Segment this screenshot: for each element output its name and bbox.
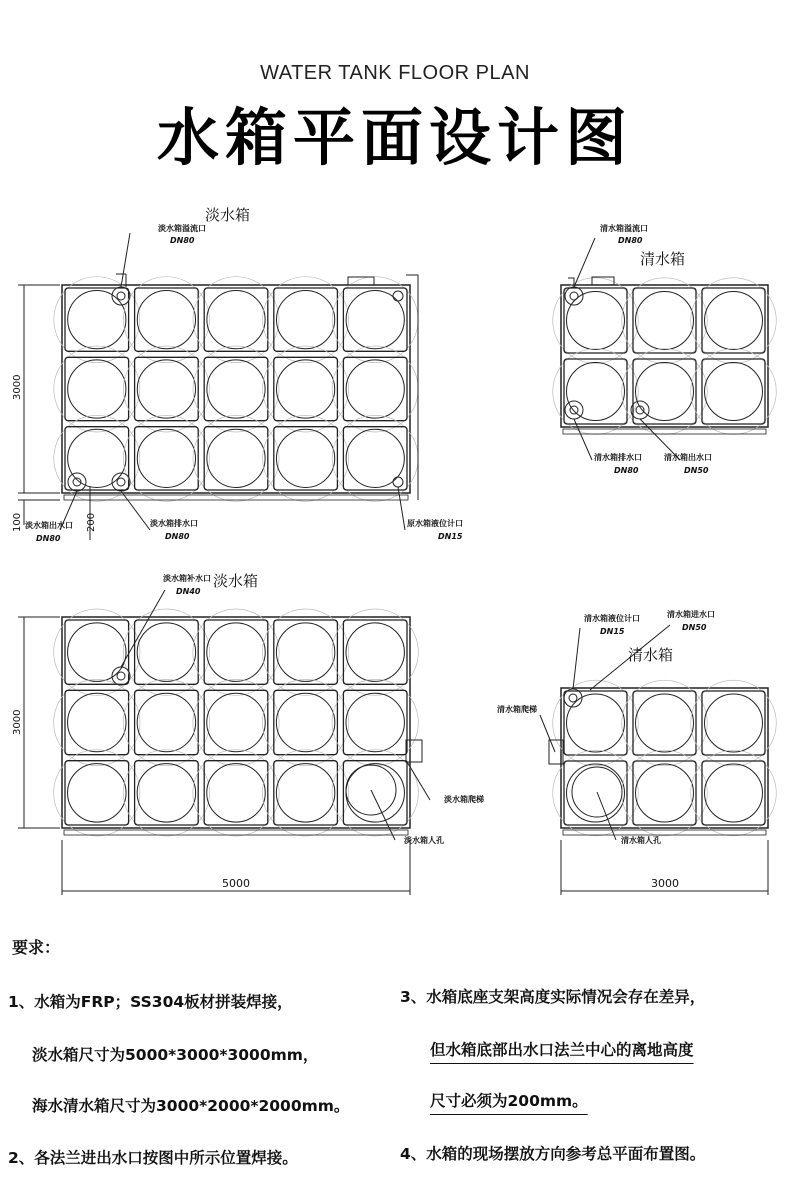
panel-circle	[137, 360, 195, 418]
panel-frame	[65, 761, 129, 825]
panel-outer-circle	[332, 609, 418, 695]
plan2-drain-label: 清水箱排水口	[594, 453, 642, 462]
panel-frame	[702, 288, 765, 353]
panel-outer-circle	[123, 750, 209, 836]
panel-outer-circle	[123, 277, 209, 363]
plan3-tank-outline	[62, 617, 410, 828]
panel-circle	[276, 291, 334, 349]
panel-circle	[68, 360, 126, 418]
panel-frame	[274, 357, 338, 420]
plan3-manhole-label: 淡水箱人孔	[404, 836, 444, 845]
flange-level-plan1	[393, 291, 403, 487]
panel-circle	[705, 292, 763, 350]
tank-grids	[54, 277, 777, 836]
panel-frame	[343, 427, 407, 490]
panel-circle	[207, 623, 265, 681]
panel-circle	[636, 363, 694, 421]
panel-outer-circle	[123, 346, 209, 432]
panel-outer-circle	[193, 415, 279, 501]
panel-outer-circle	[622, 349, 708, 435]
panel-outer-circle	[54, 679, 140, 765]
plan3-dim-width: 5000	[222, 877, 250, 890]
panel-circle	[207, 429, 265, 487]
panel-frame	[564, 288, 627, 353]
panel-circle	[346, 291, 404, 349]
plan4-name: 清水箱	[628, 646, 674, 664]
panel-circle	[68, 429, 126, 487]
panel-circle	[276, 360, 334, 418]
panel-outer-circle	[332, 679, 418, 765]
panel-circle	[346, 623, 404, 681]
plan1-dim-height: 3000	[12, 374, 23, 400]
panel-frame	[274, 690, 338, 754]
panel-outer-circle	[553, 349, 639, 435]
panel-circle	[68, 291, 126, 349]
panel-circle	[68, 693, 126, 751]
panel-frame	[135, 620, 199, 684]
panel-circle	[346, 360, 404, 418]
panel-circle	[636, 764, 694, 822]
panel-frame	[702, 691, 765, 755]
panel-frame	[204, 620, 268, 684]
plan4-tank-grid	[553, 680, 777, 836]
panel-circle	[68, 764, 126, 822]
panel-circle	[137, 429, 195, 487]
plan4-dim-width: 3000	[651, 877, 679, 890]
panel-frame	[204, 427, 268, 490]
requirement-4: 4、水箱的现场摆放方向参考总平面布置图。	[400, 1145, 706, 1163]
ladder-plan3	[406, 740, 422, 762]
panel-outer-circle	[262, 750, 348, 836]
plan2-outlet-label: 清水箱出水口	[664, 453, 712, 462]
panel-frame	[343, 620, 407, 684]
panel-frame	[702, 761, 765, 825]
plan2-tank-outline	[561, 285, 768, 427]
plan3-tank-grid	[54, 609, 419, 836]
panel-frame	[135, 690, 199, 754]
plan1-base-rail	[64, 495, 408, 500]
plan4-base-rail	[563, 830, 766, 835]
panel-circle	[636, 292, 694, 350]
level-pipe-plan1	[406, 275, 418, 500]
diagram-title: 水箱平面设计图	[156, 101, 633, 174]
panel-circle	[207, 360, 265, 418]
plan4-level-dn: DN15	[600, 627, 625, 636]
panel-frame	[343, 690, 407, 754]
dim-small-plan1-line	[18, 486, 90, 540]
plan3-dim-height: 3000	[12, 709, 23, 735]
panel-outer-circle	[691, 278, 777, 364]
plan2-drain-dn: DN80	[614, 466, 639, 475]
panel-circle	[207, 764, 265, 822]
panel-outer-circle	[193, 277, 279, 363]
panel-outer-circle	[332, 346, 418, 432]
panel-circle	[346, 429, 404, 487]
panel-outer-circle	[193, 609, 279, 695]
panel-outer-circle	[123, 609, 209, 695]
panel-frame	[633, 288, 696, 353]
plan4-tank-outline	[561, 688, 768, 828]
panel-frame	[204, 357, 268, 420]
panel-outer-circle	[691, 750, 777, 836]
pipe-fittings	[68, 274, 649, 817]
diagram-subtitle: WATER TANK FLOOR PLAN	[260, 62, 530, 84]
panel-outer-circle	[123, 679, 209, 765]
panel-outer-circle	[691, 349, 777, 435]
plan1-level-dn: DN15	[438, 532, 463, 541]
plan2-overflow-dn: DN80	[618, 236, 643, 245]
requirement-1-line-1: 1、水箱为FRP；SS304板材拼装焊接，	[8, 993, 293, 1011]
flange-drain-plan2	[565, 401, 583, 419]
panel-outer-circle	[691, 680, 777, 766]
panel-frame	[702, 359, 765, 424]
panel-circle	[276, 623, 334, 681]
plan3-base-rail	[64, 830, 408, 835]
panel-circle	[207, 693, 265, 751]
panel-frame	[65, 357, 129, 420]
panel-outer-circle	[263, 277, 349, 363]
panel-outer-circle	[263, 346, 349, 432]
panel-frame	[633, 691, 696, 755]
panel-circle	[207, 291, 265, 349]
flange-outlet-plan1	[68, 473, 86, 491]
panel-circle	[567, 764, 625, 822]
panel-outer-circle	[193, 679, 279, 765]
panel-circle	[137, 623, 195, 681]
panel-outer-circle	[193, 750, 279, 836]
panel-circle	[567, 694, 625, 752]
plan4-manhole-label: 清水箱人孔	[621, 836, 661, 845]
plan1-level-label: 原水箱液位计口	[407, 519, 463, 528]
panel-outer-circle	[262, 679, 348, 765]
panel-frame	[204, 690, 268, 754]
plan3-ladder-label: 淡水箱爬梯	[444, 795, 484, 804]
plan1-overflow-dn: DN80	[170, 236, 195, 245]
panel-frame	[343, 761, 407, 825]
plan2-name: 清水箱	[640, 250, 686, 268]
requirement-2: 2、各法兰进出水口按图中所示位置焊接。	[8, 1149, 298, 1167]
flange-drain-plan1	[112, 473, 130, 491]
panel-outer-circle	[193, 346, 279, 432]
panel-circle	[276, 764, 334, 822]
panel-circle	[137, 291, 195, 349]
flange-overflow-plan1	[112, 287, 130, 305]
plan1-tank-outline	[62, 285, 410, 493]
panel-outer-circle	[263, 415, 349, 501]
plan3-inlet-label: 淡水箱补水口	[163, 574, 211, 583]
panel-outer-circle	[332, 277, 418, 363]
plan1-name: 淡水箱	[205, 206, 251, 224]
plan2-tank-grid	[553, 278, 777, 435]
plan2-outlet-dn: DN50	[684, 466, 709, 475]
panel-circle	[705, 694, 763, 752]
panel-circle	[705, 764, 763, 822]
plan2-overflow-label: 清水箱溢流口	[600, 224, 648, 233]
panel-frame	[65, 288, 129, 351]
panel-outer-circle	[332, 750, 418, 836]
panel-outer-circle	[553, 278, 639, 364]
panel-circle	[636, 694, 694, 752]
panel-circle	[346, 693, 404, 751]
panel-outer-circle	[622, 278, 708, 364]
panel-outer-circle	[54, 750, 140, 836]
plan1-dim-small2: 200	[86, 512, 97, 532]
panel-circle	[705, 363, 763, 421]
panel-circle	[567, 363, 625, 421]
requirement-3-line-1: 3、水箱底座支架高度实际情况会存在差异，	[400, 988, 706, 1006]
plan1-outlet-dn: DN80	[36, 534, 61, 543]
panel-frame	[135, 288, 199, 351]
panel-frame	[204, 761, 268, 825]
panel-frame	[274, 427, 338, 490]
panel-outer-circle	[622, 680, 708, 766]
panel-frame	[633, 359, 696, 424]
requirement-3-line-3: 尺寸必须为200mm。	[430, 1092, 588, 1110]
plan1-drain-label: 淡水箱排水口	[150, 519, 198, 528]
panel-frame	[135, 761, 199, 825]
dimension-lines	[18, 233, 768, 895]
plan3-inlet-dn: DN40	[176, 587, 201, 596]
panel-frame	[274, 761, 338, 825]
panel-frame	[204, 288, 268, 351]
panel-frame	[564, 761, 627, 825]
requirement-1-line-3: 海水清水箱尺寸为3000*2000*2000mm。	[32, 1097, 350, 1115]
panel-frame	[274, 288, 338, 351]
panel-frame	[564, 691, 627, 755]
panel-frame	[65, 620, 129, 684]
plan3-name: 淡水箱	[213, 572, 259, 590]
requirement-3-line-2: 但水箱底部出水口法兰中心的离地高度	[430, 1041, 694, 1059]
flange-inlet-plan3	[112, 667, 130, 685]
plan1-drain-dn: DN80	[165, 532, 190, 541]
panel-outer-circle	[54, 346, 140, 432]
plan1-outlet-label: 淡水箱出水口	[25, 521, 73, 530]
panel-outer-circle	[332, 415, 418, 501]
panel-outer-circle	[123, 415, 209, 501]
panel-outer-circle	[262, 609, 348, 695]
panel-circle	[276, 693, 334, 751]
plan4-ladder-label: 清水箱爬梯	[497, 705, 537, 714]
panel-frame	[135, 357, 199, 420]
panel-frame	[65, 690, 129, 754]
plan2-base-rail	[563, 429, 766, 434]
plan1-tank-grid	[54, 277, 418, 502]
panel-outer-circle	[622, 750, 708, 836]
panel-circle	[276, 429, 334, 487]
plan4-inlet-label: 清水箱进水口	[667, 610, 715, 619]
plan4-level-label: 清水箱液位计口	[584, 614, 640, 623]
panel-frame	[274, 620, 338, 684]
panel-circle	[68, 623, 126, 681]
panel-frame	[633, 761, 696, 825]
panel-outer-circle	[553, 750, 639, 836]
panel-frame	[65, 427, 129, 490]
panel-circle	[137, 764, 195, 822]
plan1-dim-small1: 100	[12, 512, 23, 532]
panel-frame	[343, 288, 407, 351]
plan1-overflow-label: 淡水箱溢流口	[158, 224, 206, 233]
panel-frame	[135, 427, 199, 490]
requirement-1-line-2: 淡水箱尺寸为5000*3000*3000mm，	[32, 1046, 319, 1064]
requirements-heading: 要求：	[12, 938, 61, 957]
panel-circle	[137, 693, 195, 751]
plan4-inlet-dn: DN50	[682, 623, 707, 632]
panel-frame	[343, 357, 407, 420]
